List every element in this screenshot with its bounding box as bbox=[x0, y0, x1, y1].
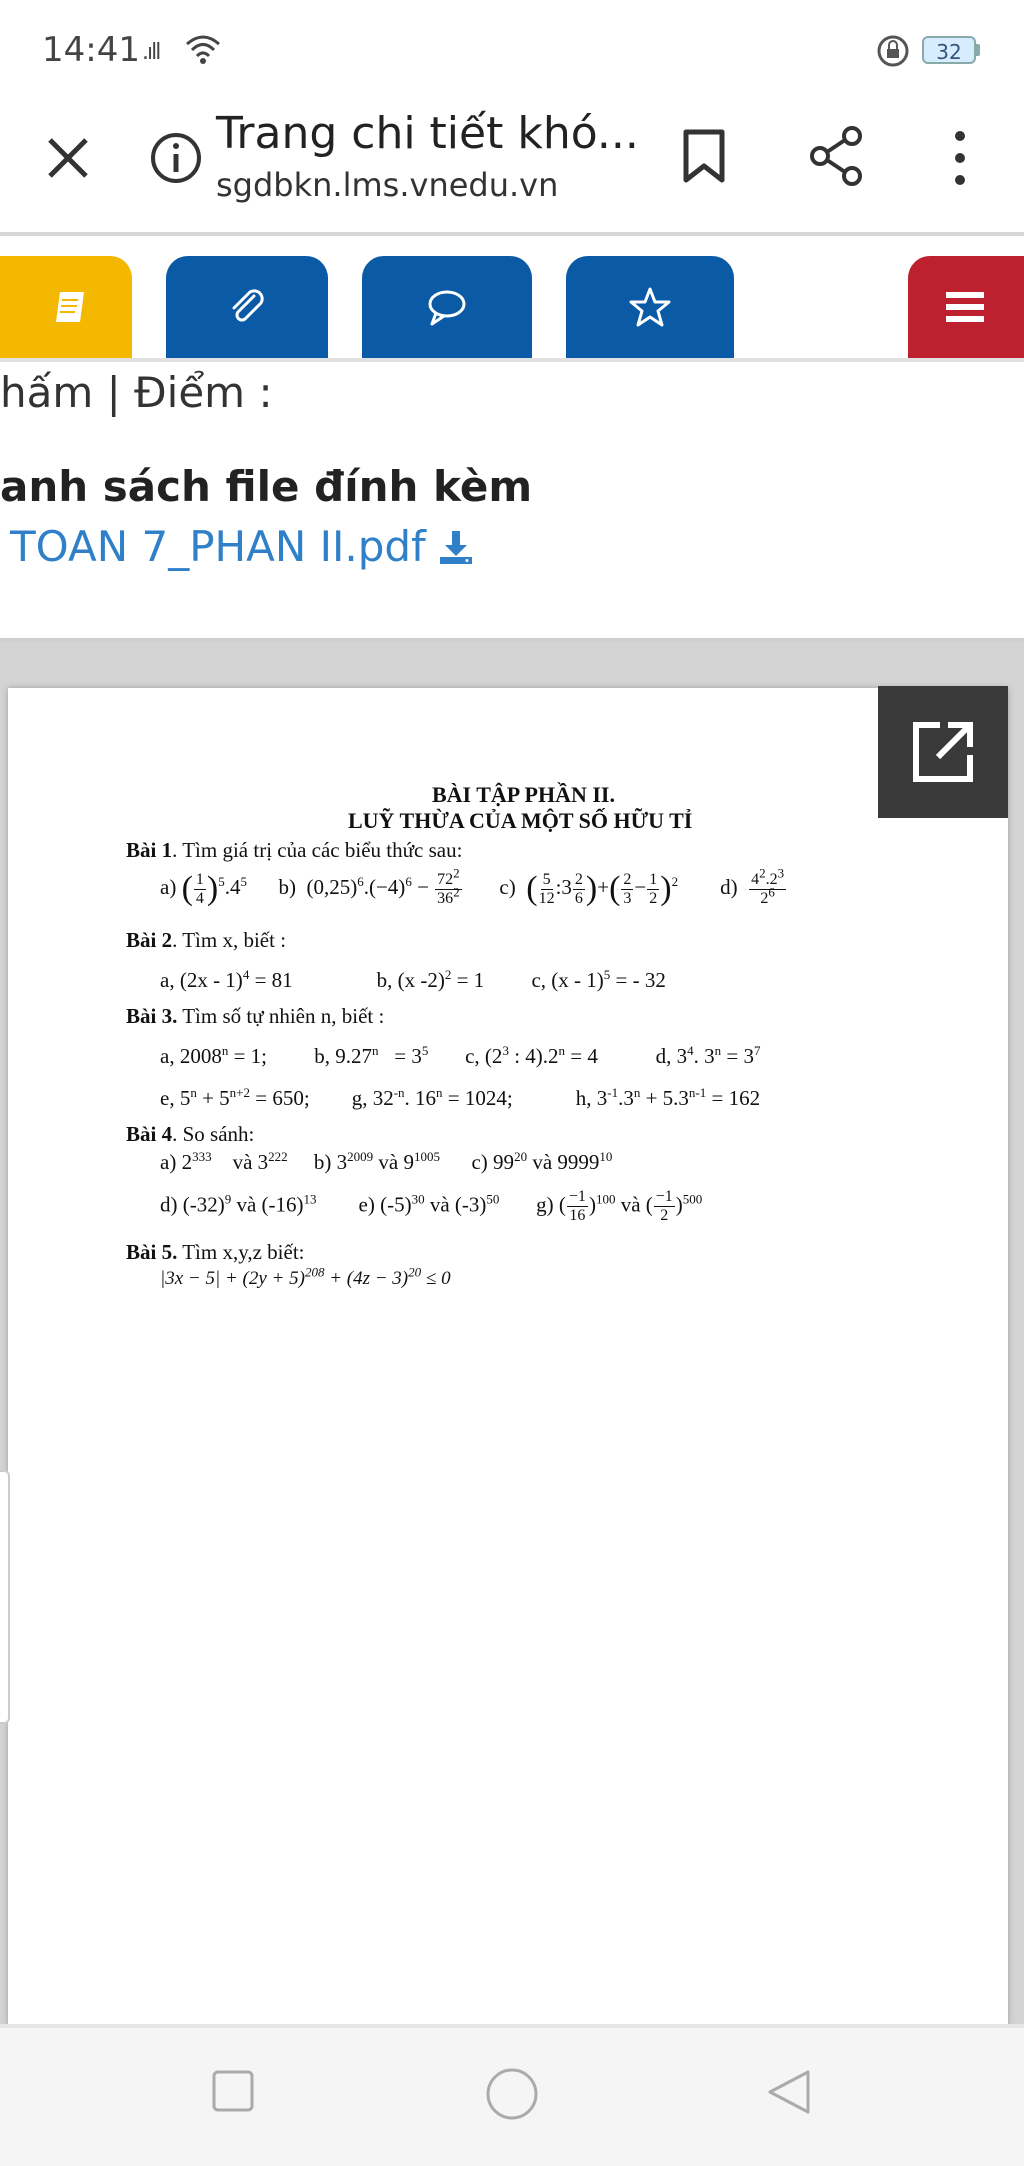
bookmark-icon[interactable] bbox=[676, 126, 732, 186]
bai4-row1: a) $2^{333}$ và $3^{222}$ b) $3^{2009}$ và $9^{1005}$ c) $99^{20}$ và 9999$^{10}$ bbox=[160, 1149, 613, 1174]
open-external-button[interactable] bbox=[878, 686, 1008, 818]
menu-icon bbox=[942, 284, 988, 330]
back-icon[interactable] bbox=[764, 2068, 814, 2118]
close-icon[interactable] bbox=[40, 130, 96, 186]
open-external-icon bbox=[910, 719, 976, 785]
paperclip-icon bbox=[224, 284, 270, 330]
submission-details bbox=[0, 362, 1024, 638]
course-tabs bbox=[0, 236, 1024, 362]
doc-heading-1: BÀI TẬP PHẦN II. bbox=[432, 782, 615, 807]
attachment-filename[interactable]: TOAN 7_PHAN II.pdf bbox=[10, 522, 426, 571]
share-icon[interactable] bbox=[806, 124, 868, 188]
attachments-heading: anh sách file đính kèm bbox=[0, 462, 533, 511]
bai5-label: Bài 5. bbox=[126, 1240, 178, 1264]
grade-line: hấm | Điểm : bbox=[0, 368, 273, 417]
wifi-icon bbox=[184, 30, 222, 68]
recent-apps-icon[interactable] bbox=[210, 2068, 256, 2114]
tab-menu[interactable] bbox=[908, 256, 1024, 358]
bai4-label: Bài 4 bbox=[126, 1122, 173, 1146]
signal-icon: .ıll bbox=[142, 40, 160, 65]
bai3-label: Bài 3. bbox=[126, 1004, 178, 1028]
tab-favorite[interactable] bbox=[566, 256, 734, 358]
bai5-prompt bbox=[126, 1240, 305, 1265]
battery-icon: 32 bbox=[922, 36, 976, 64]
doc-heading-2: LUỸ THỪA CỦA MỘT SỐ HỮU TỈ bbox=[348, 808, 693, 833]
download-icon[interactable] bbox=[436, 527, 476, 567]
status-bar bbox=[0, 0, 1024, 100]
bai2-label: Bài 2 bbox=[126, 928, 173, 952]
bai1-label: Bài 1 bbox=[126, 838, 173, 862]
book-icon bbox=[48, 284, 94, 330]
page-url[interactable]: sgdbkn.lms.vnedu.vn bbox=[216, 166, 559, 204]
bai1-expressions: a) ( $\frac{1}{4}$ )$^5.4^5$ b) $(0,25)^6.(-4)^6$ − $\frac{72^2}{36^2}$ c) ( $\frac{5}{12}$ :3 $\frac{2}{6}$ )+( $\frac{2}{3}$ − $\frac{1}{2}$ )$^2$ d) $\frac{4^2.2^3}{2^6}$ bbox=[160, 865, 785, 907]
tab-comments[interactable] bbox=[362, 256, 532, 358]
bai3-equations-row2: e, $5^n + 5^{n+2} = 650$; g, $32^{-n}$. $16^n = 1024$; h, $3^{-1}.3^n + 5.3^{n-1} = 162$ bbox=[160, 1085, 761, 1110]
pdf-viewer[interactable] bbox=[0, 638, 1024, 2028]
tab-attachments[interactable] bbox=[166, 256, 328, 358]
home-icon[interactable] bbox=[484, 2068, 540, 2124]
bai2-equations: a, (2x - 1)$^4$ = 81 b, (x -2)$^2$ = 1 c, (x - 1)$^5$ = - 32 bbox=[160, 967, 666, 992]
bai3-equations-row1: a, $2008^n = 1$; b, $9.27^n = 3^5$ c, ($2^3$ : $4).2^n = 4$ d, $3^4$. $3^n = 3^7$ bbox=[160, 1043, 761, 1068]
bai4-text: . So sánh: bbox=[172, 1122, 255, 1146]
bai5-inequality: $|3x - 5| + (2y + 5)^{208} + (4z - 3)^{20} \le 0$ bbox=[160, 1264, 451, 1289]
page-title[interactable]: Trang chi tiết khó... bbox=[216, 108, 639, 159]
tab-book[interactable] bbox=[0, 256, 132, 358]
bai2-prompt bbox=[126, 928, 286, 953]
bai1-text: . Tìm giá trị của các biểu thức sau: bbox=[172, 838, 463, 862]
side-drawer-handle[interactable] bbox=[0, 1470, 10, 1724]
battery-tip bbox=[976, 44, 980, 56]
clock: 14:41 bbox=[42, 30, 140, 70]
browser-toolbar bbox=[0, 100, 1024, 236]
bai1-prompt bbox=[126, 838, 462, 863]
bai3-text: Tìm số tự nhiên n, biết : bbox=[177, 1004, 385, 1028]
vpn-icon bbox=[876, 34, 910, 68]
bai2-text: . Tìm x, biết : bbox=[172, 928, 287, 952]
bai4-row2: d) $(-32)^9$ và $(-16)^{13}$ e) $(-5)^{30}$ và $(-3)^{50}$ g) ( $\frac{-1}{16}$ )$^{100}$ và ( $\frac{-1}{2}$ )$^{500}$ bbox=[160, 1188, 703, 1224]
comment-icon bbox=[424, 284, 470, 330]
more-options-icon[interactable] bbox=[940, 126, 980, 190]
bai5-text: Tìm x,y,z biết: bbox=[177, 1240, 305, 1264]
system-nav-bar bbox=[0, 2024, 1024, 2166]
attachment-link[interactable] bbox=[10, 522, 476, 571]
star-icon bbox=[627, 284, 673, 330]
bai3-prompt bbox=[126, 1004, 384, 1029]
info-icon[interactable] bbox=[148, 130, 204, 186]
pdf-page[interactable] bbox=[8, 688, 1008, 2028]
bai4-prompt bbox=[126, 1122, 254, 1147]
